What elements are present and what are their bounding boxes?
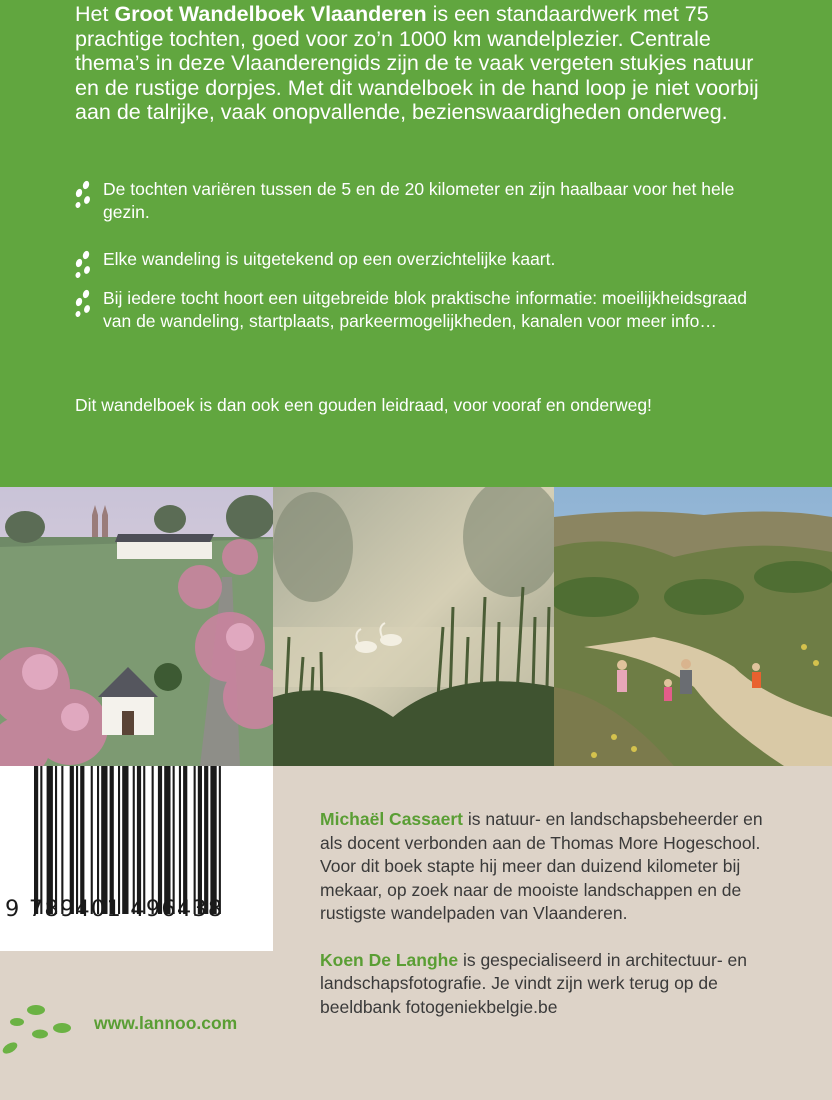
footprints-icon bbox=[73, 289, 95, 317]
barcode-bar bbox=[164, 766, 170, 914]
footprints-icon bbox=[73, 250, 95, 278]
barcode-bar bbox=[70, 766, 74, 914]
barcode-bar bbox=[198, 766, 202, 914]
feature-item bbox=[73, 287, 753, 333]
barcode-bar bbox=[158, 766, 162, 914]
book-title: Groot Wandelboek Vlaanderen bbox=[114, 2, 427, 26]
author-bios bbox=[320, 808, 770, 1019]
barcode-bar bbox=[173, 766, 175, 914]
barcode bbox=[0, 766, 273, 951]
footprints-logo-icon bbox=[0, 1000, 80, 1070]
back-cover-green-panel bbox=[0, 0, 832, 487]
barcode-bar bbox=[219, 766, 221, 914]
dunes-walking-family-photo bbox=[554, 487, 832, 766]
barcode-bar bbox=[133, 766, 135, 914]
barcode-bar bbox=[152, 766, 154, 914]
photographer-bio bbox=[320, 949, 770, 1020]
author-text: is natuur- en landschapsbeheerder en als docent verbonden aan de Thomas More Hogeschool. Voor dit boek stapte hij meer dan duizend kilometer bij mekaar, op zoek naar de mooiste landschappen en de rustigste wandelpaden van Vlaanderen. bbox=[320, 809, 763, 923]
barcode-bar bbox=[204, 766, 208, 914]
barcode-bar bbox=[34, 766, 38, 914]
barcode-bar bbox=[210, 766, 216, 914]
author-bio bbox=[320, 808, 770, 926]
photographer-text: is gespecialiseerd in architectuur- en landschapsfotografie. Je vindt zijn werk terug op de beeldbank fotogeniekbelgie.be bbox=[320, 949, 747, 1017]
intro-prefix: Het bbox=[75, 2, 115, 26]
feature-item bbox=[73, 178, 753, 224]
feature-list bbox=[73, 178, 753, 357]
village-blossom-photo bbox=[0, 487, 273, 766]
barcode-bar bbox=[183, 766, 187, 914]
barcode-bar bbox=[137, 766, 141, 914]
intro-text: is een standaardwerk met 75 prachtige tochten, goed voor zo’n 1000 km wandelplezier. Centrale thema’s in deze Vlaanderengids zijn de te vaak vergeten stukjes natuur en de rustige dorpjes. Met dit wandelboek in de hand loop je niet voorbij aan de talrijke, vaak onopvallende, bezienswaardigheden onderweg. bbox=[75, 2, 759, 124]
barcode-bar bbox=[194, 766, 196, 914]
photo-strip bbox=[0, 487, 832, 766]
barcode-bar bbox=[76, 766, 78, 914]
barcode-bar bbox=[91, 766, 93, 914]
barcode-bar bbox=[55, 766, 57, 914]
feature-text: De tochten variëren tussen de 5 en de 20 kilometer en zijn haalbaar voor het hele gezin. bbox=[103, 179, 735, 222]
barcode-bar bbox=[110, 766, 114, 914]
barcode-bar bbox=[118, 766, 120, 914]
intro-paragraph bbox=[75, 2, 765, 125]
feature-item bbox=[73, 248, 753, 271]
misty-pond-swans-photo bbox=[273, 487, 554, 766]
barcode-bar bbox=[122, 766, 128, 914]
barcode-bars bbox=[0, 766, 273, 916]
isbn-number: 9 789401 496438 bbox=[5, 896, 224, 922]
feature-text: Elke wandeling is uitgetekend op een overzichtelijke kaart. bbox=[103, 249, 556, 269]
photographer-name: Koen De Langhe bbox=[320, 949, 459, 970]
feature-text: Bij iedere tocht hoort een uitgebreide blok praktische informatie: moeilijkheidsgraad van de wandeling, startplaats, parkeermogelijkheden, kanalen voor meer info… bbox=[103, 288, 747, 331]
footprints-icon bbox=[73, 180, 95, 208]
barcode-bar bbox=[47, 766, 53, 914]
barcode-bar bbox=[143, 766, 145, 914]
barcode-bar bbox=[179, 766, 181, 914]
barcode-bar bbox=[97, 766, 99, 914]
barcode-bar bbox=[101, 766, 107, 914]
barcode-bar bbox=[80, 766, 84, 914]
barcode-bar bbox=[61, 766, 63, 914]
author-name: Michaël Cassaert bbox=[320, 809, 463, 829]
publisher-url[interactable]: www.lannoo.com bbox=[94, 1013, 238, 1033]
closing-sentence: Dit wandelboek is dan ook een gouden leidraad, voor vooraf en onderweg! bbox=[75, 395, 652, 415]
barcode-bar bbox=[40, 766, 42, 914]
